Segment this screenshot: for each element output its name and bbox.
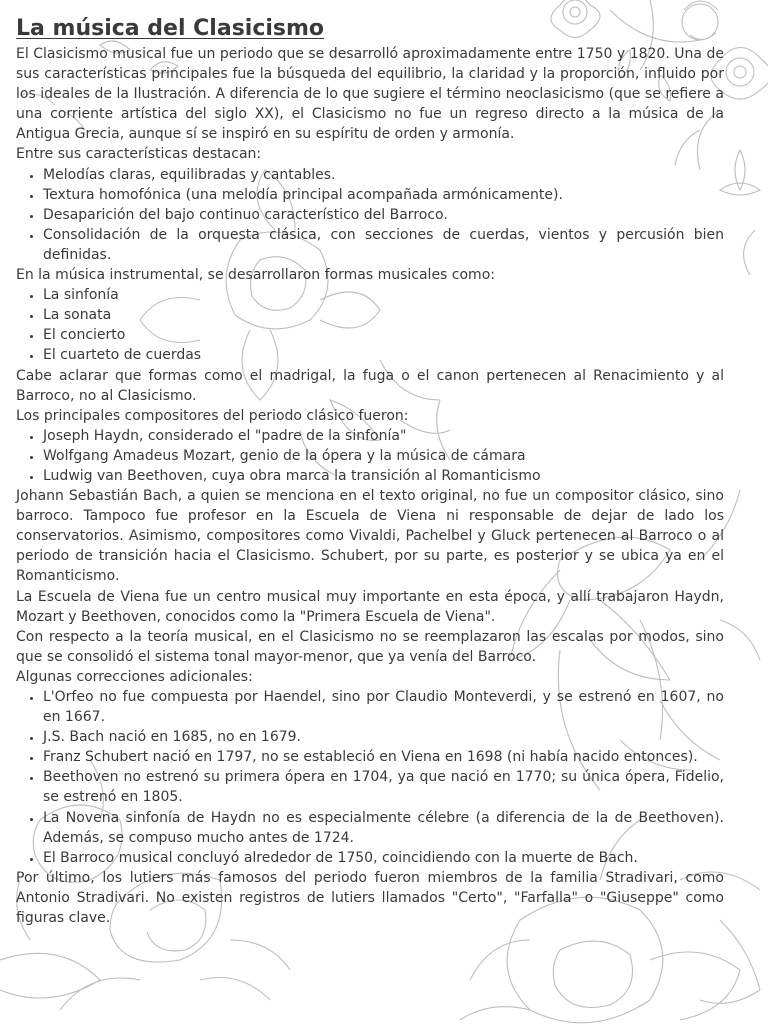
- features-intro: Entre sus características destacan:: [16, 146, 262, 163]
- closing-paragraph: Por último, los lutiers más famosos del periodo fueron miembros de la familia Stradivari, como Antonio Stradivari. No existen registros de lutiers llamados "Certo", "Farfalla" o "Giuseppe" como figuras clave.: [16, 869, 724, 927]
- list-item: • La sinfonía: [43, 285, 724, 305]
- bach-paragraph: Johann Sebastián Bach, a quien se menciona en el texto original, no fue un compositor clásico, sino barroco. Tampoco fue profesor en la Escuela de Viena ni responsable de dejar de lado los conservatorios. Asimismo, compositores como Vivaldi, Pachelbel y Gluck pertenecen al Barroco o al periodo de transición hacia el Clasicismo. Schubert, por su parte, es posterior y se ubica ya en el Romanticismo.: [16, 488, 724, 585]
- list-item: • Wolfgang Amadeus Mozart, genio de la ópera y la música de cámara: [43, 446, 724, 466]
- corrections-list: [16, 687, 724, 868]
- list-item: • Ludwig van Beethoven, cuya obra marca la transición al Romanticismo: [43, 466, 724, 486]
- list-item: • L'Orfeo no fue compuesta por Haendel, sino por Claudio Monteverdi, y se estrenó en 1607, no en 1667.: [43, 687, 724, 727]
- list-item: • Franz Schubert nació en 1797, no se estableció en Viena en 1698 (ni había nacido entonces).: [43, 747, 724, 767]
- list-item: • El concierto: [43, 325, 724, 345]
- list-item: • Consolidación de la orquesta clásica, con secciones de cuerdas, vientos y percusión bien definidas.: [43, 225, 724, 265]
- list-item: • Joseph Haydn, considerado el "padre de la sinfonía": [43, 426, 724, 446]
- composers-list: [16, 426, 724, 486]
- list-item: • Textura homofónica (una melodía principal acompañada armónicamente).: [43, 185, 724, 205]
- list-item: • Desaparición del bajo continuo característico del Barroco.: [43, 205, 724, 225]
- list-item: • J.S. Bach nació en 1685, no en 1679.: [43, 727, 724, 747]
- document-page: [16, 14, 724, 928]
- list-item: • La Novena sinfonía de Haydn no es especialmente célebre (a diferencia de la de Beethoven). Además, se compuso mucho antes de 1724.: [43, 808, 724, 848]
- list-item: • La sonata: [43, 305, 724, 325]
- composers-intro: Los principales compositores del periodo clásico fueron:: [16, 407, 409, 424]
- list-item: • El Barroco musical concluyó alrededor de 1750, coincidiendo con la muerte de Bach.: [43, 848, 724, 868]
- list-item: • Beethoven no estrenó su primera ópera en 1704, ya que nació en 1770; su única ópera, Fidelio, se estrenó en 1805.: [43, 767, 724, 807]
- forms-list: [16, 285, 724, 365]
- features-list: [16, 165, 724, 265]
- list-item: • Melodías claras, equilibradas y cantables.: [43, 165, 724, 185]
- theory-paragraph: Con respecto a la teoría musical, en el Clasicismo no se reemplazaron las escalas por modos, sino que se consolidó el sistema tonal mayor-menor, que ya venía del Barroco.: [16, 628, 724, 665]
- page-title: La música del Clasicismo: [16, 16, 325, 41]
- list-item: • El cuarteto de cuerdas: [43, 345, 724, 365]
- intro-paragraph: El Clasicismo musical fue un periodo que se desarrolló aproximadamente entre 1750 y 1820. Una de sus características principales fue la búsqueda del equilibrio, la claridad y la proporción, influido por los ideales de la Ilustración. A diferencia de lo que sugiere el término neoclasicismo (que se refiere a una corriente artística del siglo XX), el Clasicismo no fue un regreso directo a la música de la Antigua Grecia, aunque sí se inspiró en su espíritu de orden y armonía.: [16, 46, 724, 143]
- forms-intro: En la música instrumental, se desarrollaron formas musicales como:: [16, 267, 495, 284]
- forms-note: Cabe aclarar que formas como el madrigal, la fuga o el canon pertenecen al Renacimiento y al Barroco, no al Clasicismo.: [16, 367, 724, 404]
- corrections-intro: Algunas correcciones adicionales:: [16, 668, 253, 685]
- vienna-paragraph: La Escuela de Viena fue un centro musical muy importante en esta época, y allí trabajaron Haydn, Mozart y Beethoven, conocidos como la "Primera Escuela de Viena".: [16, 588, 724, 625]
